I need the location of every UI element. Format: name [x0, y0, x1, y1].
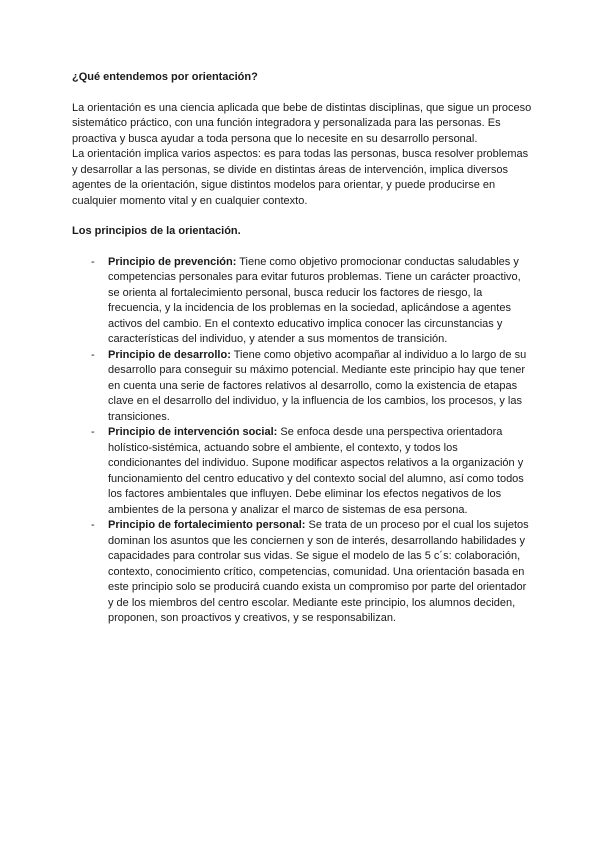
- heading-principios: Los principios de la orientación.: [72, 225, 241, 237]
- paragraph-aspectos: La orientación implica varios aspectos: es para todas las personas, busca resolver problemas y desarrollar a las personas, se divide en distintas áreas de intervención, implica diversos agentes de la orientación, sigue distintos modelos para orientar, y puede producirse en cualquier momento vital y en cualquier contexto.: [72, 148, 529, 207]
- principle-text: Se enfoca desde una perspectiva orientadora holístico-sistémica, actuando sobre el ambiente, el contexto, y todos los condicionantes del individuo. Supone modificar aspectos relativos a la organización y funcionamiento del centro educativo y del contexto social del alumno, así como todos los factores ambientales que influyen. Debe eliminar los efectos negativos de los ambientes de la persona y analizar el marco de sistemas de esa persona.: [108, 426, 524, 516]
- principle-name: Principio de prevención:: [108, 255, 237, 268]
- list-item-intervencion-social: [72, 425, 532, 518]
- paragraph-definicion: La orientación es una ciencia aplicada que bebe de distintas disciplinas, que sigue un proceso sistemático práctico, con una función integradora y personalizada para las personas. Es proactiva y busca ayudar a toda persona que lo necesite en su desarrollo personal.: [72, 101, 532, 145]
- bullet-dash: -: [91, 348, 95, 361]
- principle-name: Principio de fortalecimiento personal:: [108, 519, 306, 531]
- document-page: [72, 70, 532, 627]
- heading-que-entendemos: ¿Qué entendemos por orientación?: [72, 71, 258, 83]
- list-item-prevencion: [72, 255, 532, 348]
- principle-text: Tiene como objetivo promocionar conductas saludables y competencias personales para evitar futuros problemas. Tiene un carácter proactivo, se orienta al fortalecimiento personal, busca reducir los factores de riesgo, la frecuencia, y la incidencia de los problemas en la sociedad, aplicándose a agentes activos del cambio. En el contexto educativo implica conocer las circunstancias y características del individuo, y atender a sus momentos de transición.: [108, 255, 521, 345]
- bullet-dash: -: [91, 426, 95, 438]
- bullet-dash: -: [91, 519, 95, 531]
- principles-list: [72, 255, 532, 627]
- principle-name: Principio de desarrollo:: [108, 348, 231, 361]
- principle-name: Principio de intervención social:: [108, 426, 278, 438]
- list-item-fortalecimiento: [72, 518, 532, 627]
- bullet-dash: -: [91, 255, 95, 268]
- principle-text: Se trata de un proceso por el cual los sujetos dominan los asuntos que les conciernen y son de interés, desarrollando habilidades y capacidades para controlar sus vidas. Se sigue el modelo de las 5 c´s: colaboración, contexto, conocimiento crítico, competencias, comunidad. Una orientación basada en este principio solo se producirá cuando exista un compromiso por parte del orientador y de los miembros del centro escolar. Mediante este principio, los alumnos deciden, proponen, son proactivos y creativos, y se responsabilizan.: [108, 519, 529, 624]
- principle-text: Tiene como objetivo acompañar al individuo a lo largo de su desarrollo para conseguir su máximo potencial. Mediante este principio hay que tener en cuenta una serie de factores relativos al desarrollo, como la existencia de etapas clave en el desarrollo del individuo, y la influencia de los cambios, los procesos, y las transiciones.: [108, 348, 527, 423]
- list-item-desarrollo: [72, 348, 532, 426]
